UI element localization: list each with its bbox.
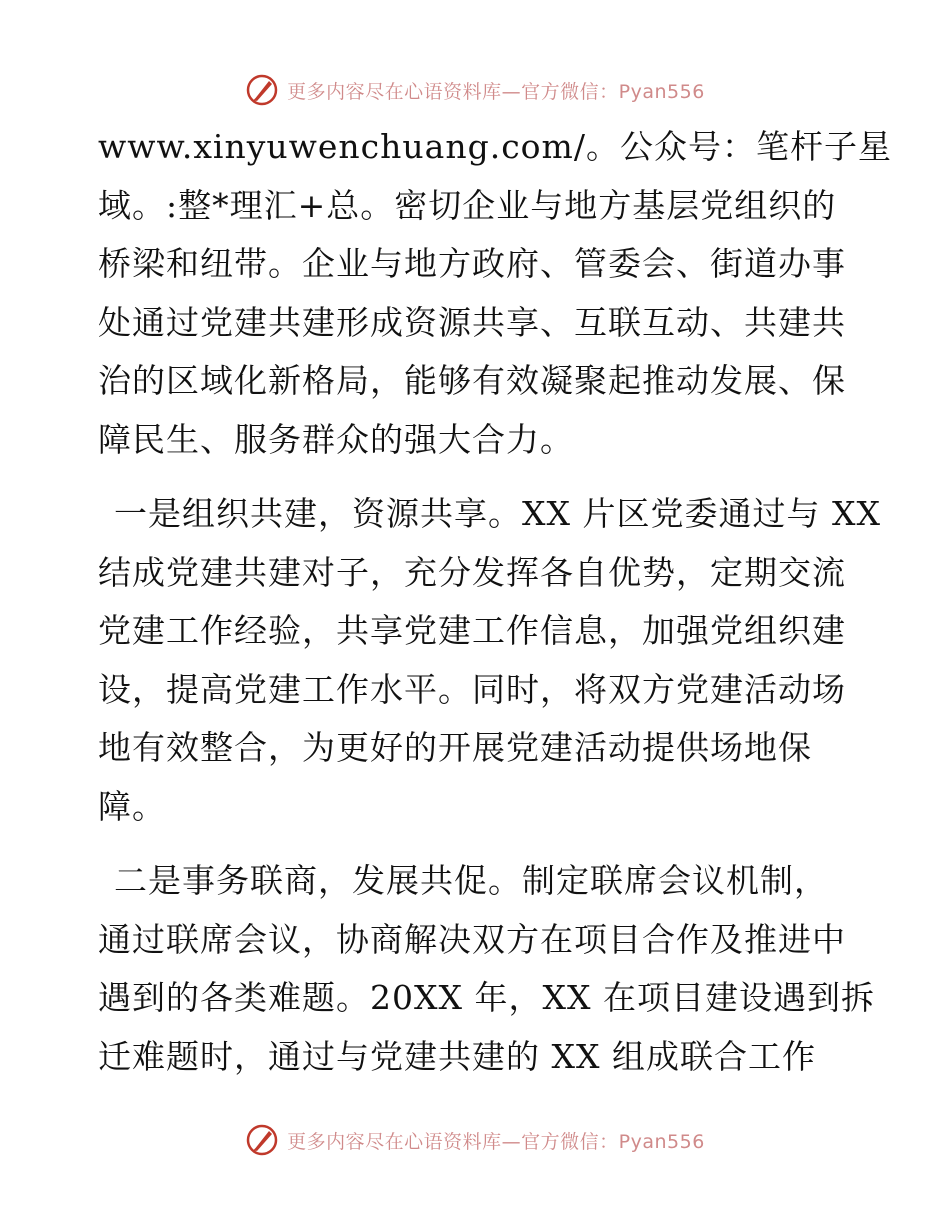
footer-banner-text: 更多内容尽在心语资料库—官方微信：Pyan556 bbox=[287, 1130, 705, 1153]
text-line: 处通过党建共建形成资源共享、互联互动、共建共 bbox=[98, 302, 846, 342]
header-banner-text: 更多内容尽在心语资料库—官方微信：Pyan556 bbox=[287, 80, 705, 103]
text-line: 结成党建共建对子，充分发挥各自优势，定期交流 bbox=[98, 552, 846, 592]
quill-pen-circle-logo-icon bbox=[245, 1123, 279, 1157]
text-line: 桥梁和纽带。企业与地方政府、管委会、街道办事 bbox=[98, 244, 846, 283]
text-line: 二是事务联商，发展共促。制定联席会议机制， bbox=[114, 861, 828, 900]
footer-banner bbox=[0, 1120, 950, 1160]
text-line: 一是组织共建，资源共享。XX 片区党委通过与 XX bbox=[114, 494, 881, 533]
text-line: 地有效整合，为更好的开展党建活动提供场地保 bbox=[98, 728, 812, 767]
paragraph-1 bbox=[98, 118, 892, 469]
text-line: 障。 bbox=[98, 786, 166, 826]
text-line: 通过联席会议，协商解决双方在项目合作及推进中 bbox=[98, 919, 846, 959]
text-line: 障民生、服务群众的强大合力。 bbox=[98, 419, 574, 459]
document-body bbox=[98, 118, 892, 1086]
quill-pen-circle-logo-icon bbox=[245, 73, 279, 107]
text-line: 域。:整*理汇+总。密切企业与地方基层党组织的 bbox=[98, 185, 837, 225]
text-line: 党建工作经验，共享党建工作信息，加强党组织建 bbox=[98, 611, 846, 650]
paragraph-2 bbox=[98, 485, 881, 836]
text-line: 治的区域化新格局，能够有效凝聚起推动发展、保 bbox=[98, 361, 846, 400]
text-line: 遇到的各类难题。20XX 年，XX 在项目建设遇到拆 bbox=[98, 978, 875, 1017]
text-line: www.xinyuwenchuang.com/。公众号：笔杆子星 bbox=[98, 127, 892, 166]
text-line: 设，提高党建工作水平。同时，将双方党建活动场 bbox=[98, 669, 846, 709]
text-line: 迁难题时，通过与党建共建的 XX 组成联合工作 bbox=[98, 1036, 816, 1076]
paragraph-3 bbox=[98, 852, 875, 1086]
header-banner bbox=[0, 70, 950, 110]
